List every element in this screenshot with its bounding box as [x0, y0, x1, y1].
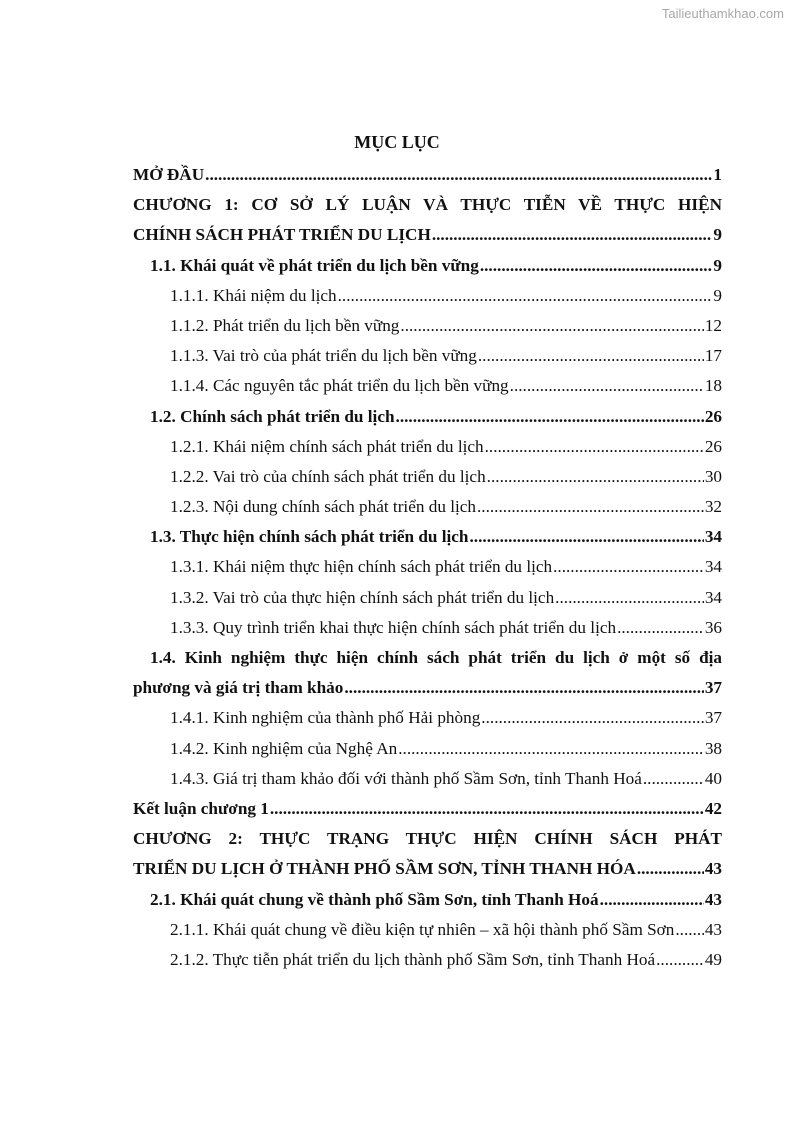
- dot-leader: [481, 703, 704, 733]
- toc-entry[interactable]: [133, 371, 722, 401]
- dot-leader: [396, 402, 704, 432]
- toc-entry[interactable]: [133, 251, 722, 281]
- dot-leader: [485, 432, 704, 462]
- toc-entry[interactable]: [133, 643, 722, 703]
- toc-entry-title: 2.1. Khái quát chung về thành phố Sầm Sơn, tỉnh Thanh Hoá: [150, 889, 599, 909]
- dot-leader: [600, 885, 704, 915]
- toc-entry-title: 1.3. Thực hiện chính sách phát triển du lịch: [150, 527, 469, 547]
- toc-entry-page: 43: [704, 859, 722, 879]
- dot-leader: [205, 160, 712, 190]
- toc-entry-title: 1.1. Khái quát về phát triển du lịch bền vững: [150, 255, 479, 275]
- toc-entry-title: 1.2.2. Vai trò của chính sách phát triển du lịch: [170, 466, 486, 486]
- dot-leader: [553, 552, 704, 582]
- toc-title: MỤC LỤC: [354, 132, 440, 152]
- toc-entry[interactable]: [133, 885, 722, 915]
- toc-entry-page: 34: [704, 587, 722, 607]
- toc-entry[interactable]: [133, 824, 722, 884]
- toc-entry-page: 43: [704, 889, 722, 909]
- toc-entry-title: 1.4.1. Kinh nghiệm của thành phố Hải phòng: [170, 708, 481, 728]
- toc-entry-page: 42: [704, 798, 722, 818]
- toc-entry-page: 38: [704, 738, 722, 758]
- toc-entry-title: 1.3.2. Vai trò của thực hiện chính sách phát triển du lịch: [170, 587, 555, 607]
- dot-leader: [270, 794, 704, 824]
- toc-entry-page: 9: [713, 255, 722, 275]
- toc-entry-page: 32: [704, 497, 722, 517]
- dot-leader: [477, 492, 704, 522]
- toc-entry-title: 1.3.3. Quy trình triển khai thực hiện chính sách phát triển du lịch: [170, 617, 617, 637]
- toc-entry-title: 1.1.3. Vai trò của phát triển du lịch bền vững: [170, 346, 477, 366]
- toc-entry-page: 40: [704, 768, 722, 788]
- toc-entry[interactable]: [133, 522, 722, 552]
- toc-entry[interactable]: [133, 311, 722, 341]
- toc-entry-title: 1.4.3. Giá trị tham khảo đối với thành phố Sầm Sơn, tỉnh Thanh Hoá: [170, 768, 642, 788]
- toc-entry-page: 17: [704, 346, 722, 366]
- toc-entry[interactable]: [133, 160, 722, 190]
- toc-entry-title: Kết luận chương 1: [133, 798, 269, 818]
- table-of-contents: [133, 160, 722, 975]
- toc-entry[interactable]: [133, 190, 722, 250]
- toc-entry-title: phương và giá trị tham khảo: [133, 678, 344, 698]
- toc-entry[interactable]: [133, 915, 722, 945]
- toc-entry-title: 1.2. Chính sách phát triển du lịch: [150, 406, 395, 426]
- toc-entry-title-line: CHƯƠNG 2: THỰC TRẠNG THỰC HIỆN CHÍNH SÁCH PHÁT: [133, 829, 722, 849]
- dot-leader: [637, 854, 704, 884]
- toc-entry-page: 34: [704, 557, 722, 577]
- toc-entry-title: 1.1.4. Các nguyên tắc phát triển du lịch bền vững: [170, 376, 509, 396]
- toc-entry-page: 26: [704, 436, 722, 456]
- dot-leader: [480, 251, 713, 281]
- dot-leader: [510, 371, 704, 401]
- toc-entry-page: 9: [713, 225, 722, 245]
- toc-entry-page: 26: [704, 406, 722, 426]
- toc-entry[interactable]: [133, 462, 722, 492]
- toc-entry-page: 36: [704, 617, 722, 637]
- toc-entry-title: 1.1.2. Phát triển du lịch bền vững: [170, 315, 400, 335]
- toc-entry[interactable]: [133, 764, 722, 794]
- toc-entry-title-line: 1.4. Kinh nghiệm thực hiện chính sách phát triển du lịch ở một số địa: [150, 648, 722, 667]
- toc-entry-page: 1: [713, 165, 722, 184]
- toc-entry[interactable]: [133, 583, 722, 613]
- dot-leader: [555, 583, 704, 613]
- toc-entry-title: 1.4.2. Kinh nghiệm của Nghệ An: [170, 738, 398, 758]
- dot-leader: [487, 462, 704, 492]
- toc-entry[interactable]: [133, 703, 722, 733]
- dot-leader: [656, 945, 704, 975]
- toc-entry[interactable]: [133, 945, 722, 975]
- toc-entry-page: 49: [704, 949, 722, 969]
- toc-entry[interactable]: [133, 402, 722, 432]
- dot-leader: [617, 613, 704, 643]
- toc-entry-page: 18: [704, 376, 722, 396]
- toc-entry-page: 37: [704, 678, 722, 698]
- toc-entry-title: 2.1.2. Thực tiễn phát triển du lịch thành phố Sầm Sơn, tỉnh Thanh Hoá: [170, 949, 656, 969]
- toc-entry-title: TRIỂN DU LỊCH Ở THÀNH PHỐ SẦM SƠN, TỈNH THANH HÓA: [133, 859, 636, 879]
- toc-entry[interactable]: [133, 552, 722, 582]
- dot-leader: [344, 673, 703, 703]
- toc-entry-title: 2.1.1. Khái quát chung về điều kiện tự nhiên – xã hội thành phố Sầm Sơn: [170, 919, 675, 939]
- dot-leader: [400, 311, 703, 341]
- toc-entry-page: 37: [704, 708, 722, 728]
- toc-entry-title: 1.2.1. Khái niệm chính sách phát triển du lịch: [170, 436, 484, 456]
- toc-entry-title: 1.1.1. Khái niệm du lịch: [170, 285, 337, 305]
- watermark: Tailieuthamkhao.com: [661, 6, 784, 21]
- dot-leader: [643, 764, 704, 794]
- toc-entry[interactable]: [133, 613, 722, 643]
- dot-leader: [470, 522, 704, 552]
- toc-entry-title: CHÍNH SÁCH PHÁT TRIỂN DU LỊCH: [133, 225, 431, 245]
- toc-entry[interactable]: [133, 492, 722, 522]
- toc-entry-title-line: CHƯƠNG 1: CƠ SỞ LÝ LUẬN VÀ THỰC TIỄN VỀ THỰC HIỆN: [133, 195, 722, 215]
- toc-entry[interactable]: [133, 341, 722, 371]
- toc-entry[interactable]: [133, 281, 722, 311]
- toc-entry-title: 1.3.1. Khái niệm thực hiện chính sách phát triển du lịch: [170, 557, 553, 577]
- toc-entry[interactable]: [133, 432, 722, 462]
- toc-entry-title: 1.2.3. Nội dung chính sách phát triển du lịch: [170, 497, 476, 517]
- toc-entry-page: 9: [713, 285, 722, 305]
- toc-entry-page: 12: [704, 315, 722, 335]
- dot-leader: [338, 281, 713, 311]
- toc-entry-page: 30: [704, 466, 722, 486]
- toc-entry[interactable]: [133, 794, 722, 824]
- dot-leader: [432, 220, 713, 250]
- dot-leader: [398, 734, 704, 764]
- dot-leader: [478, 341, 704, 371]
- toc-entry-page: 43: [704, 919, 722, 939]
- toc-entry-title: MỞ ĐẦU: [133, 165, 205, 184]
- dot-leader: [675, 915, 703, 945]
- toc-entry-page: 34: [704, 527, 722, 547]
- toc-entry[interactable]: [133, 734, 722, 764]
